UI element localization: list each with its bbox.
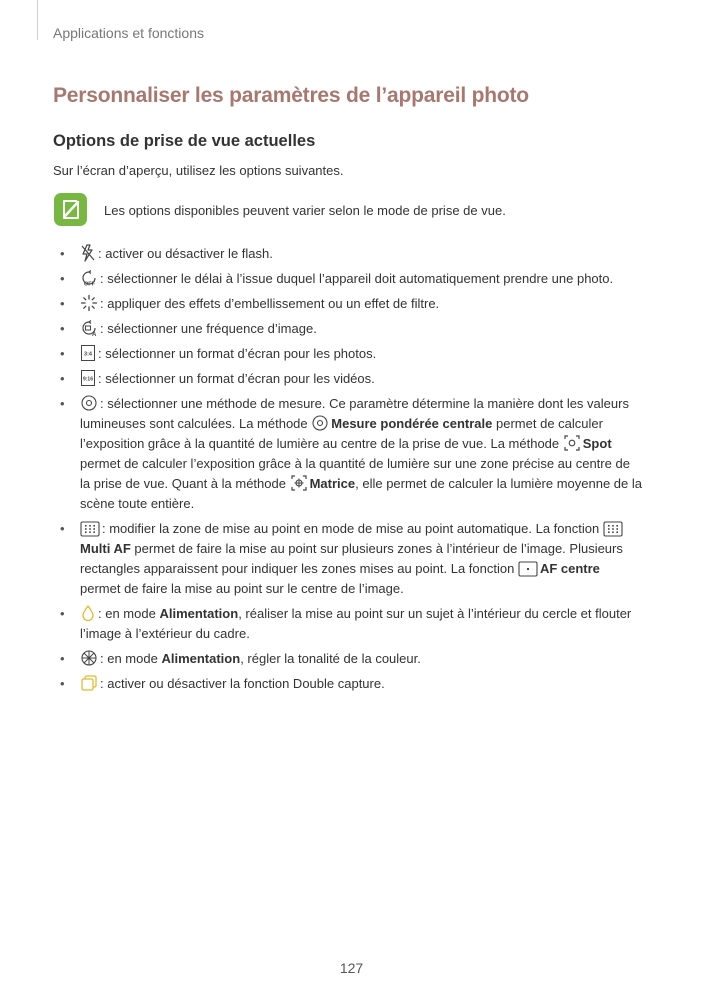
list-item bbox=[0, 369, 643, 389]
list-item bbox=[0, 319, 643, 339]
metering-text-1: : sélectionner une méthode de mesure. Ce paramètre détermine la manière dont les valeurs lumineuses sont calculées. La méthode bbox=[80, 396, 629, 431]
options-list bbox=[0, 244, 703, 699]
photo-ratio-icon bbox=[80, 344, 96, 362]
food-focus-icon bbox=[80, 604, 96, 622]
video-ratio-icon bbox=[80, 369, 96, 387]
margin-rule bbox=[37, 0, 38, 40]
focus-keyword-multi-af: Multi AF bbox=[80, 541, 131, 556]
list-item bbox=[0, 674, 643, 694]
focus-text-3: permet de faire la mise au point sur le centre de l’image. bbox=[80, 581, 404, 596]
photo-ratio-icon-label: • 3:4 bbox=[84, 351, 92, 358]
list-item bbox=[0, 244, 643, 264]
frame-rate-icon bbox=[80, 319, 98, 337]
option-flash-text: : activer ou désactiver le flash. bbox=[98, 246, 273, 261]
note-text: Les options disponibles peuvent varier selon le mode de prise de vue. bbox=[104, 203, 506, 218]
food-tone-keyword: Alimentation bbox=[161, 651, 241, 666]
metering-text-3: permet de calculer l’exposition grâce à la quantité de lumière sur une zone précise au centre de la prise de vue. Quant à la méthode bbox=[80, 456, 630, 491]
page-title: Personnaliser les paramètres de l’appareil photo bbox=[53, 84, 529, 107]
page-number: 127 bbox=[339, 960, 364, 976]
food-focus-keyword: Alimentation bbox=[159, 606, 239, 621]
metering-text-2: permet de calculer l’exposition grâce à la quantité de lumière au centre de la prise de vue. La méthode bbox=[80, 416, 603, 451]
intro-text: Sur l’écran d’aperçu, utilisez les options suivantes. bbox=[53, 163, 344, 178]
video-ratio-icon-label: • 9:16 bbox=[82, 376, 94, 383]
food-tone-text-1: : en mode bbox=[100, 651, 158, 666]
metering-text-4: , elle permet de calculer la lumière moyenne de la scène toute entière. bbox=[80, 476, 642, 511]
multi-af-icon bbox=[603, 521, 623, 537]
list-item bbox=[0, 269, 643, 289]
list-item bbox=[0, 519, 643, 599]
dual-capture-icon bbox=[80, 674, 98, 692]
af-center-icon bbox=[518, 561, 538, 577]
list-item bbox=[0, 649, 643, 669]
running-head: Applications et fonctions bbox=[53, 25, 204, 41]
option-dual-capture-text: : activer ou désactiver la fonction Double capture. bbox=[100, 676, 385, 691]
focus-text-1: : modifier la zone de mise au point en mode de mise au point automatique. La fonction bbox=[102, 521, 600, 536]
list-item bbox=[0, 344, 643, 364]
section-title: Options de prise de vue actuelles bbox=[53, 132, 316, 150]
metering-keyword-matrix: Matrice bbox=[309, 476, 356, 491]
option-video-ratio-text: : sélectionner un format d’écran pour les vidéos. bbox=[98, 371, 375, 386]
focus-text-2: permet de faire la mise au point sur plusieurs zones à l’intérieur de l’image. Plusieurs rectangles apparaissent pour indiquer les zones mises au point. La fonction bbox=[80, 541, 623, 576]
timer-icon-label: • OFF bbox=[84, 281, 95, 287]
option-timer-text: : sélectionner le délai à l’issue duquel l’appareil doit automatiquement prendre une photo. bbox=[100, 271, 614, 286]
center-weighted-icon bbox=[311, 414, 329, 432]
option-photo-ratio-text: : sélectionner un format d’écran pour les photos. bbox=[98, 346, 377, 361]
flash-off-icon bbox=[80, 244, 96, 262]
food-tone-text-2: , régler la tonalité de la couleur. bbox=[240, 651, 421, 666]
focus-area-icon bbox=[80, 521, 100, 537]
matrix-icon bbox=[290, 474, 308, 492]
food-focus-text-2: , réaliser la mise au point sur un sujet à l’intérieur du cercle et flouter l’image à l’extérieur du cadre. bbox=[80, 606, 632, 641]
focus-keyword-af-centre: AF centre bbox=[539, 561, 600, 576]
option-beauty-text: : appliquer des effets d’embellissement ou un effet de filtre. bbox=[100, 296, 440, 311]
list-item bbox=[0, 294, 643, 314]
list-item bbox=[0, 394, 643, 514]
food-focus-text-1: : en mode bbox=[98, 606, 156, 621]
timer-icon bbox=[80, 269, 98, 287]
frame-rate-icon-label: • A bbox=[92, 332, 97, 337]
note-icon bbox=[54, 193, 87, 226]
color-tone-icon bbox=[80, 649, 98, 667]
list-item bbox=[0, 604, 643, 644]
metering-keyword-center: Mesure pondérée centrale bbox=[331, 416, 493, 431]
option-frame-rate-text: : sélectionner une fréquence d’image. bbox=[100, 321, 317, 336]
spot-icon bbox=[563, 434, 581, 452]
metering-icon bbox=[80, 394, 98, 412]
beauty-sparkle-icon bbox=[80, 294, 98, 312]
metering-keyword-spot: Spot bbox=[582, 436, 612, 451]
